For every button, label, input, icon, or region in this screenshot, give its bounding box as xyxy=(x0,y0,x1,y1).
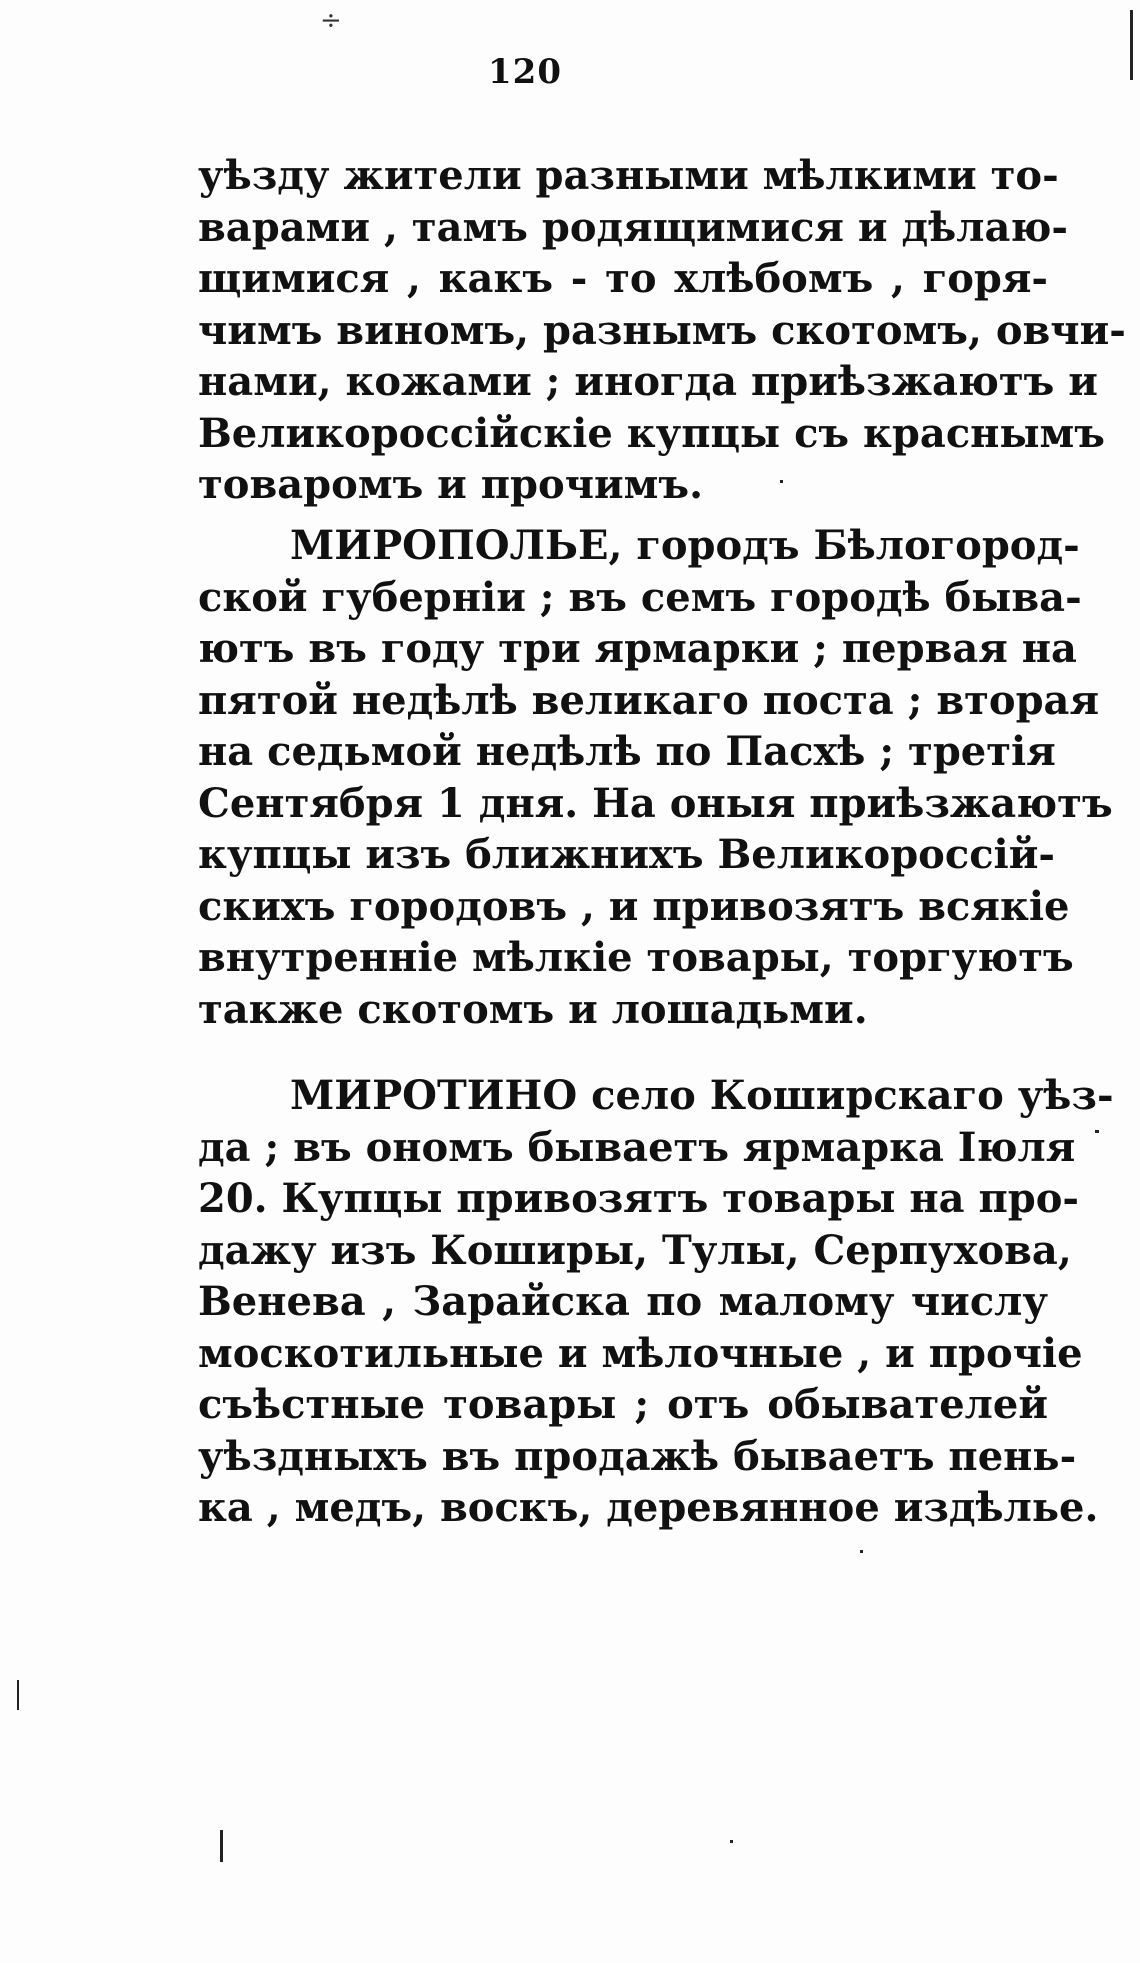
text-line: москотильные и мѣлочные , и прочіе xyxy=(198,1329,1083,1377)
scan-mark xyxy=(220,1830,223,1862)
scan-dot xyxy=(860,1550,863,1553)
text-line: пятой недѣлѣ великаго поста ; вторая xyxy=(198,676,1100,724)
text-line: чимъ виномъ, разнымъ скотомъ, овчи- xyxy=(198,306,1126,354)
text-line: внутренніе мѣлкіе товары, торгуютъ xyxy=(198,934,1074,981)
text-line: съѣстные товары ; отъ обывателей xyxy=(198,1381,1048,1428)
text-line: Великороссійскіе купцы съ краснымъ xyxy=(198,409,1105,457)
text-line: ютъ въ году три ярмарки ; первая на xyxy=(198,625,1077,672)
text-line: дажу изъ Коширы, Тулы, Серпухова, xyxy=(198,1226,1072,1274)
text-line: Венева , Зарайска по малому числу xyxy=(198,1278,1048,1325)
text-line: уѣздныхъ въ продажѣ бываетъ пень- xyxy=(198,1432,1077,1480)
page-number: 120 xyxy=(488,52,562,92)
text-line: уѣзду жители разными мѣлкими то- xyxy=(198,152,1059,199)
paragraph-1 xyxy=(198,150,1126,511)
text-line: да ; въ ономъ бываетъ ярмарка Іюля xyxy=(198,1123,1076,1171)
text-line: также скотомъ и лошадьми. xyxy=(198,985,868,1033)
text-line: купцы изъ ближнихъ Великороссій- xyxy=(198,831,1056,878)
scan-mark xyxy=(1130,10,1133,80)
scan-dot xyxy=(1095,1130,1099,1133)
text-line: МИРОТИНО село Коширскаго уѣз- xyxy=(290,1072,1114,1119)
paragraph-miropolye xyxy=(198,520,1113,1035)
text-line: варами , тамъ родящимися и дѣлаю- xyxy=(198,203,1069,251)
scan-mark xyxy=(17,1680,19,1710)
text-line: 20. Купцы привозятъ товары на про- xyxy=(198,1175,1080,1222)
text-line: ка , медъ, воскъ, деревянное издѣлье. xyxy=(198,1484,1099,1531)
text-line: скихъ городовъ , и привозятъ всякіе xyxy=(198,882,1070,930)
paragraph-mirotino xyxy=(198,1070,1114,1534)
text-line: Сентября 1 дня. На оныя приѣзжаютъ xyxy=(198,779,1113,827)
text-line: МИРОПОЛЬЕ, городъ Бѣлогород- xyxy=(290,522,1080,569)
text-line: ской губерніи ; въ семъ городѣ быва- xyxy=(198,573,1082,621)
text-line: товаромъ и прочимъ. xyxy=(198,461,703,508)
scan-dot xyxy=(780,480,783,483)
scan-dot xyxy=(730,1840,733,1843)
top-margin-mark: ÷ xyxy=(320,6,342,36)
text-line: нами, кожами ; иногда приѣзжаютъ и xyxy=(198,358,1098,405)
text-line: щимися , какъ - то хлѣбомъ , горя- xyxy=(198,255,1048,302)
text-line: на седьмой недѣлѣ по Пасхѣ ; третія xyxy=(198,728,1056,775)
